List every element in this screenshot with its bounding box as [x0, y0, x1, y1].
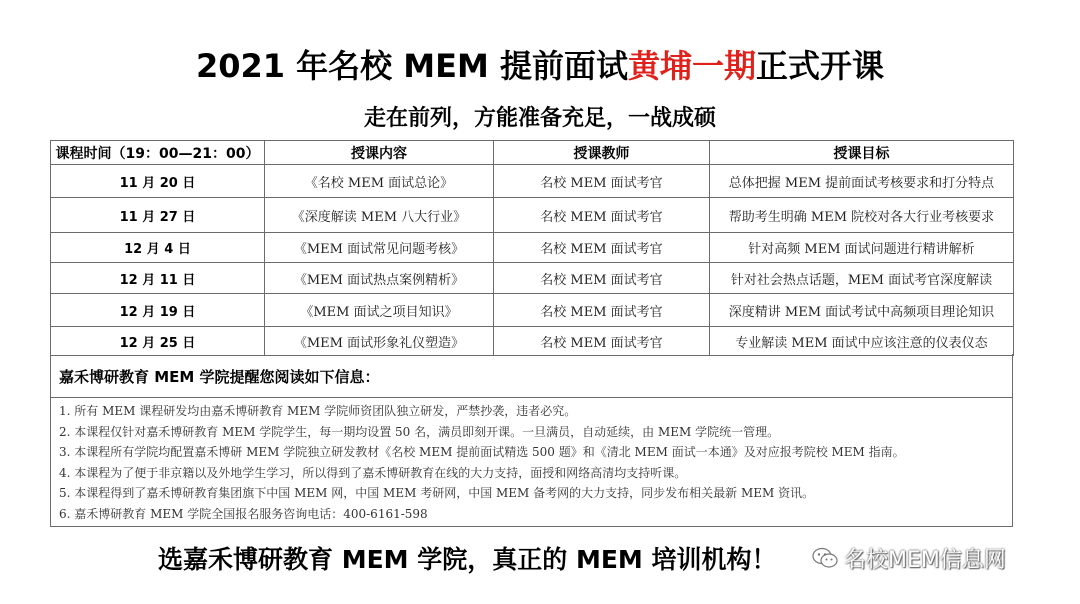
- cell-date: 12 月 25 日: [51, 327, 265, 356]
- watermark-text: 名校MEM信息网: [844, 547, 1006, 573]
- page-title: [0, 44, 1080, 88]
- watermark: [812, 540, 1057, 576]
- cell-teacher: 名校 MEM 面试考官: [494, 165, 710, 198]
- table-row: [51, 294, 1014, 327]
- cell-date: 12 月 19 日: [51, 294, 265, 327]
- column-header-time: 课程时间（19：00—21：00）: [51, 141, 265, 165]
- cell-goal: 针对社会热点话题，MEM 面试考官深度解读: [710, 263, 1014, 294]
- cell-date: 11 月 20 日: [51, 165, 265, 198]
- column-header-goal: 授课目标: [710, 141, 1014, 165]
- schedule-table: [50, 140, 1014, 356]
- cell-teacher: 名校 MEM 面试考官: [494, 233, 710, 263]
- list-item: 4. 本课程为了便于非京籍以及外地学生学习，所以得到了嘉禾博研教育在线的大力支持，面授和网络高清均支持听课。: [59, 465, 687, 480]
- column-header-content: 授课内容: [265, 141, 494, 165]
- title-highlight: 黄埔一期: [628, 47, 757, 85]
- cell-teacher: 名校 MEM 面试考官: [494, 294, 710, 327]
- cell-content: 《名校 MEM 面试总论》: [265, 165, 494, 198]
- list-item: 6. 嘉禾博研教育 MEM 学院全国报名服务咨询电话：400-6161-598: [59, 506, 428, 521]
- title-prefix: 2021 年名校 MEM 提前面试: [195, 47, 628, 85]
- column-header-teacher: 授课教师: [494, 141, 710, 165]
- table-row: [51, 327, 1014, 356]
- wechat-icon: [812, 547, 838, 569]
- list-item: 2. 本课程仅针对嘉禾博研教育 MEM 学院学生，每一期均设置 50 名，满员即刻开课。一旦满员，自动延续，由 MEM 学院统一管理。: [59, 424, 780, 439]
- page-subtitle: 走在前列，方能准备充足，一战成硕: [363, 106, 716, 131]
- cell-teacher: 名校 MEM 面试考官: [494, 198, 710, 233]
- cell-date: 11 月 27 日: [51, 198, 265, 233]
- cell-teacher: 名校 MEM 面试考官: [494, 327, 710, 356]
- cell-date: 12 月 11 日: [51, 263, 265, 294]
- title-suffix: 正式开课: [756, 47, 885, 85]
- table-row: [51, 198, 1014, 233]
- cell-content: 《MEM 面试常见问题考核》: [265, 233, 494, 263]
- table-row: [51, 165, 1014, 198]
- list-item: 5. 本课程得到了嘉禾博研教育集团旗下中国 MEM 网，中国 MEM 考研网，中国 MEM 备考网的大力支持，同步发布相关最新 MEM 资讯。: [59, 486, 815, 501]
- cell-goal: 帮助考生明确 MEM 院校对各大行业考核要求: [710, 198, 1014, 233]
- cell-content: 《MEM 面试之项目知识》: [265, 294, 494, 327]
- cell-content: 《深度解读 MEM 八大行业》: [265, 198, 494, 233]
- footer-slogan: 选嘉禾博研教育 MEM 学院，真正的 MEM 培训机构！: [158, 545, 777, 574]
- cell-content: 《MEM 面试热点案例精析》: [265, 263, 494, 294]
- notice-list: [51, 398, 1012, 525]
- table-row: [51, 263, 1014, 294]
- cell-date: 12 月 4 日: [51, 233, 265, 263]
- cell-teacher: 名校 MEM 面试考官: [494, 263, 710, 294]
- cell-goal: 针对高频 MEM 面试问题进行精讲解析: [710, 233, 1014, 263]
- notice-box: [50, 354, 1013, 527]
- cell-content: 《MEM 面试形象礼仪塑造》: [265, 327, 494, 356]
- cell-goal: 专业解读 MEM 面试中应该注意的仪表仪态: [710, 327, 1014, 356]
- cell-goal: 总体把握 MEM 提前面试考核要求和打分特点: [710, 165, 1014, 198]
- cell-goal: 深度精讲 MEM 面试考试中高频项目理论知识: [710, 294, 1014, 327]
- table-header-row: [51, 141, 1014, 165]
- list-item: 1. 所有 MEM 课程研发均由嘉禾博研教育 MEM 学院师资团队独立研发，严禁抄袭，违者必究。: [59, 404, 577, 418]
- list-item: 3. 本课程所有学院均配置嘉禾博研 MEM 学院独立研发教材《名校 MEM 提前面试精选 500 题》和《清北 MEM 面试一本通》及对应报考院校 MEM 指南。: [59, 445, 905, 460]
- table-row: [51, 233, 1014, 263]
- notice-heading: 嘉禾博研教育 MEM 学院提醒您阅读如下信息：: [51, 354, 1012, 398]
